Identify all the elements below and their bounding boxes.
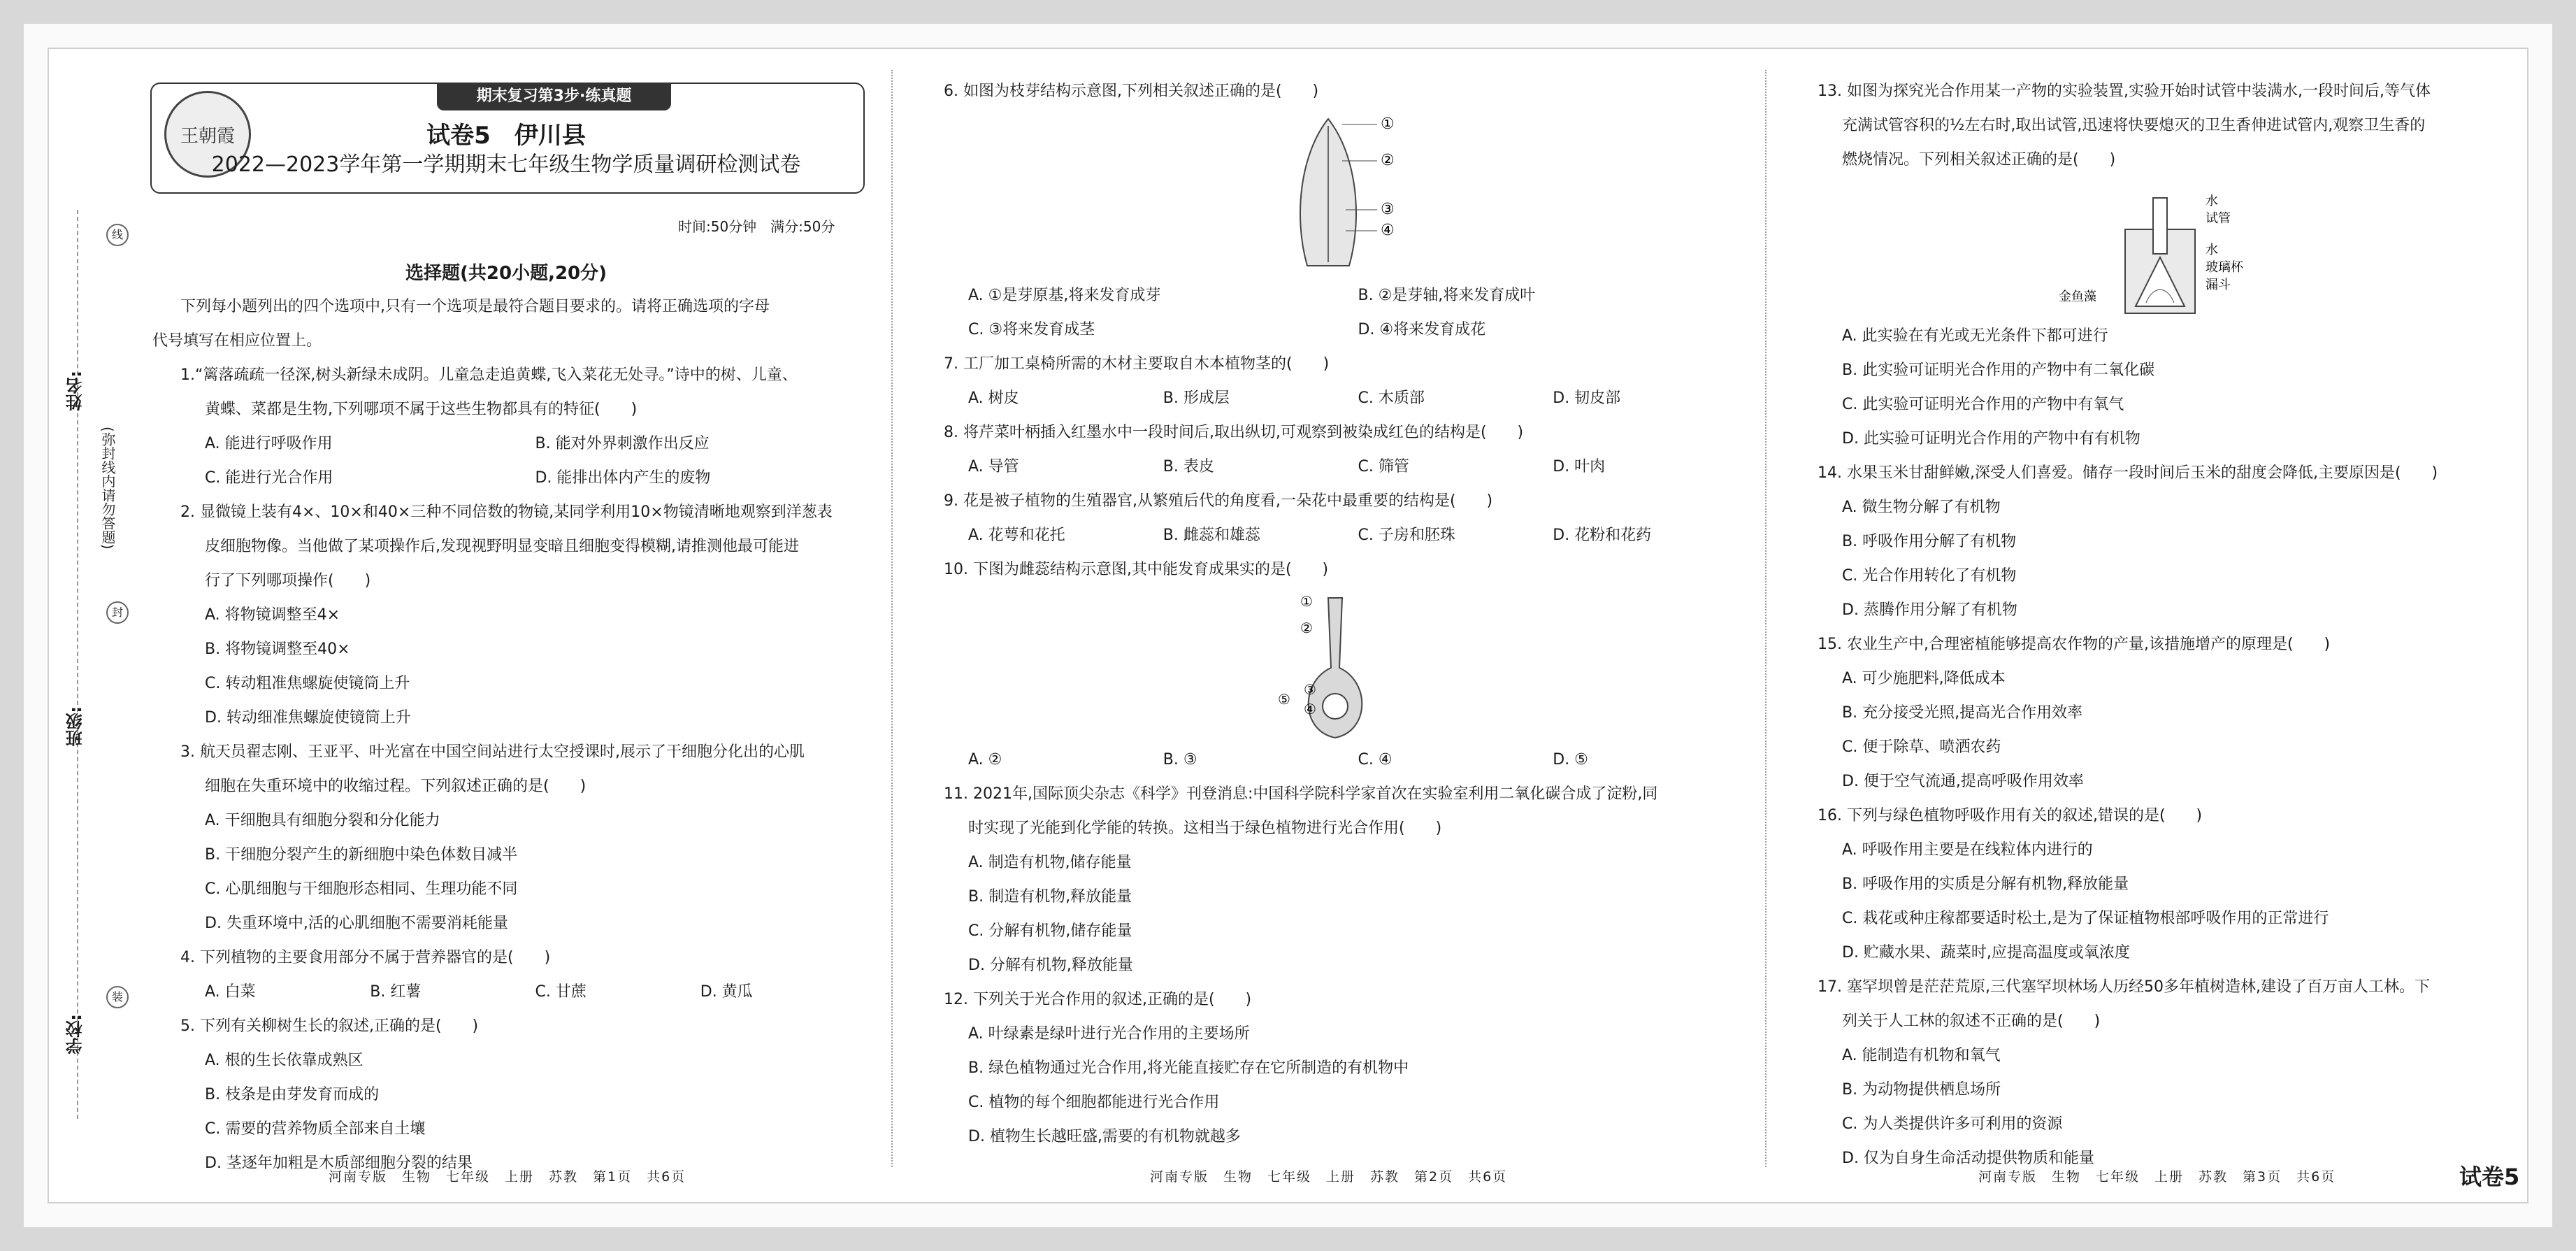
footer-page-2: 河南专版 生物 七年级 上册 苏教 第2页 共6页 <box>1150 1169 1508 1185</box>
q4-options <box>152 975 865 1009</box>
q6-options-row2 <box>916 313 1748 347</box>
binding-strip <box>63 210 126 1119</box>
option: A. 花萼和花托 <box>968 527 1065 544</box>
pistil-label-3: ③ <box>1304 681 1316 698</box>
question-7: 7. 工厂加工桌椅所需的木材主要取自木本植物茎的( ) <box>944 355 1330 373</box>
option: B. ③ <box>1163 751 1197 769</box>
option: B. 绿色植物通过光合作用,将光能直接贮存在它所制造的有机物中 <box>968 1059 1409 1077</box>
option: D. 茎逐年加粗是木质部细胞分裂的结果 <box>205 1155 473 1172</box>
option: D. 叶肉 <box>1553 458 1606 476</box>
option: B. 干细胞分裂产生的新细胞中染色体数目减半 <box>205 846 518 864</box>
option: D. 仅为自身生命活动提供物质和能量 <box>1842 1150 2094 1167</box>
question-17-cont: 列关于人工林的叙述不正确的是( ) <box>1842 1013 2101 1030</box>
option: B. 呼吸作用的实质是分解有机物,释放能量 <box>1842 875 2129 893</box>
option: A. 可少施肥料,降低成本 <box>1842 670 2006 687</box>
question-13-cont2: 燃烧情况。下列相关叙述正确的是( ) <box>1842 151 2116 169</box>
option: C. 栽花或种庄稼都要适时松土,是为了保证植物根部呼吸作用的正常进行 <box>1842 910 2329 927</box>
option: A. 此实验在有光或无光条件下都可进行 <box>1842 327 2108 345</box>
pistil-label-2: ② <box>1300 620 1313 636</box>
apparatus-label-funnel: 漏斗 <box>2206 278 2231 292</box>
option: A. 将物镜调整至4× <box>205 606 340 624</box>
q1-options-row1 <box>152 427 865 461</box>
option: D. 失重环境中,活的心肌细胞不需要消耗能量 <box>205 915 508 932</box>
question-13: 13. 如图为探究光合作用某一产物的实验装置,实验开始时试管中装满水,一段时间后,等气体 <box>1818 83 2431 100</box>
option: C. 分解有机物,储存能量 <box>968 922 1132 940</box>
option: A. 白菜 <box>205 983 256 1001</box>
option: B. 制造有机物,释放能量 <box>968 888 1132 906</box>
question-2-cont2: 行了下列哪项操作( ) <box>205 572 371 589</box>
apparatus-label-water1: 水 <box>2206 194 2218 208</box>
option: A. 树皮 <box>968 389 1019 407</box>
intro-line-2: 代号填写在相应位置上。 <box>152 332 322 350</box>
footer-page-3: 河南专版 生物 七年级 上册 苏教 第3页 共6页 <box>1978 1169 2336 1185</box>
question-10: 10. 下图为雌蕊结构示意图,其中能发育成果实的是( ) <box>944 561 1329 578</box>
bud-label-2: ② <box>1381 152 1395 169</box>
option: C. 木质部 <box>1358 389 1425 407</box>
option: B. 红薯 <box>370 983 422 1001</box>
question-17: 17. 塞罕坝曾是茫茫荒原,三代塞罕坝林场人历经50多年植树造林,建设了百万亩人工林。下 <box>1818 978 2430 996</box>
option: C. 筛管 <box>1358 458 1409 476</box>
question-11-cont: 时实现了光能到化学能的转换。这相当于绿色植物进行光合作用( ) <box>968 820 1442 837</box>
option: C. 植物的每个细胞都能进行光合作用 <box>968 1094 1220 1111</box>
time-score: 时间:50分钟 满分:50分 <box>678 218 835 235</box>
column-divider-1 <box>891 70 893 1167</box>
option: B. 能对外界刺激作出反应 <box>535 435 710 452</box>
publisher-logo: 王朝霞 <box>164 91 251 178</box>
option: A. 叶绿素是绿叶进行光合作用的主要场所 <box>968 1025 1250 1043</box>
option: C. 子房和胚珠 <box>1358 527 1455 544</box>
option: C. 转动粗准焦螺旋使镜筒上升 <box>205 675 410 692</box>
question-12: 12. 下列关于光合作用的叙述,正确的是( ) <box>944 991 1252 1008</box>
q9-options <box>916 518 1748 552</box>
option: D. 植物生长越旺盛,需要的有机物就越多 <box>968 1128 1241 1145</box>
question-1: 1.“篱落疏疏一径深,树头新绿未成阴。儿童急走追黄蝶,飞入菜花无处寻。”诗中的树、儿童、 <box>180 366 798 384</box>
question-4: 4. 下列植物的主要食用部分不属于营养器官的是( ) <box>180 949 551 966</box>
binding-circle-2: 封 <box>106 601 129 624</box>
intro-line-1: 下列每小题列出的四个选项中,只有一个选项是最符合题目要求的。请将正确选项的字母 <box>180 298 770 315</box>
option: B. 呼吸作用分解了有机物 <box>1842 533 2017 550</box>
option: A. 制造有机物,储存能量 <box>968 854 1132 871</box>
option: D. 蒸腾作用分解了有机物 <box>1842 601 2017 619</box>
column-1 <box>152 289 865 1172</box>
question-16: 16. 下列与绿色植物呼吸作用有关的叙述,错误的是( ) <box>1818 807 2203 824</box>
paper-number: 试卷5 <box>2459 1164 2520 1190</box>
option: C. 甘蔗 <box>535 983 587 1001</box>
binding-dash-line <box>77 210 78 1119</box>
option: A. 呼吸作用主要是在线粒体内进行的 <box>1842 841 2093 859</box>
question-2: 2. 显微镜上装有4×、10×和40×三种不同倍数的物镜,某同学利用10×物镜清晰地观察到洋葱表 <box>180 503 833 521</box>
option: D. 贮藏水果、蔬菜时,应提高温度或氧浓度 <box>1842 944 2130 962</box>
option: C. 此实验可证明光合作用的产物中有氧气 <box>1842 396 2124 413</box>
binding-circle-1: 线 <box>106 224 129 246</box>
option: A. 能制造有机物和氧气 <box>1842 1047 2001 1064</box>
column-3-body <box>1790 319 2524 1167</box>
option: B. 雌蕊和雄蕊 <box>1163 527 1260 544</box>
question-13-cont: 充满试管容积的½左右时,取出试管,迅速将快要熄灭的卫生香伸进试管内,观察卫生香的 <box>1842 117 2426 134</box>
q8-options <box>916 450 1748 484</box>
option: C. 便于除草、喷洒农药 <box>1842 738 2001 756</box>
option: A. 微生物分解了有机物 <box>1842 499 2001 516</box>
pistil-label-1: ① <box>1300 593 1313 610</box>
section-title: 选择题(共20小题,20分) <box>405 263 607 284</box>
ovule <box>1323 694 1348 719</box>
bud-label-3: ③ <box>1381 201 1395 218</box>
school-label: 学校: <box>66 1014 85 1055</box>
option: A. ①是芽原基,将来发育成芽 <box>968 287 1161 304</box>
question-5: 5. 下列有关柳树生长的叙述,正确的是( ) <box>180 1017 479 1035</box>
option: D. ④将来发育成花 <box>1358 321 1486 338</box>
pistil-diagram <box>1265 591 1405 741</box>
header-tag: 期末复习第3步·练真题 <box>437 83 671 110</box>
option: A. 导管 <box>968 458 1019 476</box>
option: D. 花粉和花药 <box>1553 527 1652 544</box>
apparatus-label-tube: 试管 <box>2206 211 2231 226</box>
option: C. ③将来发育成茎 <box>968 321 1095 338</box>
bud-label-1: ① <box>1381 115 1395 133</box>
option: B. 为动物提供栖息场所 <box>1842 1081 2001 1099</box>
apparatus-label-weed: 金鱼藻 <box>2059 289 2096 304</box>
option: D. ⑤ <box>1553 751 1588 769</box>
option: D. 分解有机物,释放能量 <box>968 957 1133 974</box>
bud-label-4: ④ <box>1381 222 1395 239</box>
option: B. 表皮 <box>1163 458 1214 476</box>
option: B. 将物镜调整至40× <box>205 641 350 658</box>
option: B. ②是芽轴,将来发育成叶 <box>1358 287 1536 304</box>
option: D. 黄瓜 <box>700 983 753 1001</box>
option: B. 此实验可证明光合作用的产物中有二氧化碳 <box>1842 362 2155 379</box>
option: B. 充分接受光照,提高光合作用效率 <box>1842 704 2083 722</box>
option: D. 转动细准焦螺旋使镜筒上升 <box>205 709 411 727</box>
q6-options-row1 <box>916 278 1748 313</box>
q10-options <box>916 743 1748 777</box>
option: A. 能进行呼吸作用 <box>205 435 333 452</box>
question-1-cont: 黄蝶、菜都是生物,下列哪项不属于这些生物都具有的特征( ) <box>205 401 638 418</box>
option: B. 枝条是由芽发育而成的 <box>205 1086 380 1103</box>
binding-circle-3: 装 <box>106 986 129 1008</box>
q7-options <box>916 381 1748 415</box>
option: C. 能进行光合作用 <box>205 469 333 487</box>
binding-note: (弥封线内请勿答题) <box>99 427 116 550</box>
paper-subtitle: 2022—2023学年第一学期期末七年级生物学质量调研检测试卷 <box>211 152 801 177</box>
option: B. 形成层 <box>1163 389 1230 407</box>
option: A. ② <box>968 751 1002 769</box>
question-14: 14. 水果玉米甘甜鲜嫩,深受人们喜爱。储存一段时间后玉米的甜度会降低,主要原因是( ) <box>1818 464 2438 482</box>
footer-page-1: 河南专版 生物 七年级 上册 苏教 第1页 共6页 <box>329 1169 686 1185</box>
column-2-lower <box>916 743 1748 1167</box>
question-2-cont: 皮细胞物像。当他做了某项操作后,发现视野明显变暗且细胞变得模糊,请推测他最可能进 <box>205 538 799 555</box>
option: C. 需要的营养物质全部来自土壤 <box>205 1120 426 1138</box>
pistil-label-4: ④ <box>1304 701 1316 717</box>
option: C. 心肌细胞与干细胞形态相同、生理功能不同 <box>205 880 518 898</box>
option: C. ④ <box>1358 751 1393 769</box>
question-15: 15. 农业生产中,合理密植能够提高农作物的产量,该措施增产的原理是( ) <box>1818 636 2331 653</box>
question-9: 9. 花是被子植物的生殖器官,从繁殖后代的角度看,一朵花中最重要的结构是( ) <box>944 492 1493 510</box>
option: C. 为人类提供许多可利用的资源 <box>1842 1115 2063 1133</box>
paper-title: 试卷5 伊川县 <box>426 122 586 150</box>
question-3: 3. 航天员翟志刚、王亚平、叶光富在中国空间站进行太空授课时,展示了干细胞分化出的心肌 <box>180 743 805 761</box>
apparatus-label-water2: 水 <box>2206 243 2218 257</box>
question-11: 11. 2021年,国际顶尖杂志《科学》刊登消息:中国科学院科学家首次在实验室利用二氧化碳合成了淀粉,同 <box>944 785 1658 803</box>
q1-options-row2 <box>152 461 865 495</box>
option: A. 根的生长依靠成熟区 <box>205 1052 364 1069</box>
option: D. 此实验可证明光合作用的产物中有有机物 <box>1842 430 2140 448</box>
test-tube <box>2153 198 2167 254</box>
question-6: 6. 如图为枝芽结构示意图,下列相关叙述正确的是( ) <box>944 83 1319 100</box>
photosynthesis-apparatus <box>2055 194 2265 317</box>
option: A. 干细胞具有细胞分裂和分化能力 <box>205 812 440 829</box>
column-divider-2 <box>1765 70 1766 1167</box>
option: D. 能排出体内产生的废物 <box>535 469 711 487</box>
bud-diagram <box>1265 112 1405 273</box>
question-8: 8. 将芹菜叶柄插入红墨水中一段时间后,取出纵切,可观察到被染成红色的结构是( ) <box>944 424 1524 441</box>
option: D. 便于空气流通,提高呼吸作用效率 <box>1842 773 2084 790</box>
option: C. 光合作用转化了有机物 <box>1842 567 2017 585</box>
option: D. 韧皮部 <box>1553 389 1621 407</box>
question-3-cont: 细胞在失重环境中的收缩过程。下列叙述正确的是( ) <box>205 778 587 795</box>
pistil-label-5: ⑤ <box>1278 691 1290 708</box>
name-label: 姓名: <box>66 371 85 411</box>
apparatus-label-beaker: 玻璃杯 <box>2206 260 2243 275</box>
class-label: 班级: <box>66 706 85 747</box>
